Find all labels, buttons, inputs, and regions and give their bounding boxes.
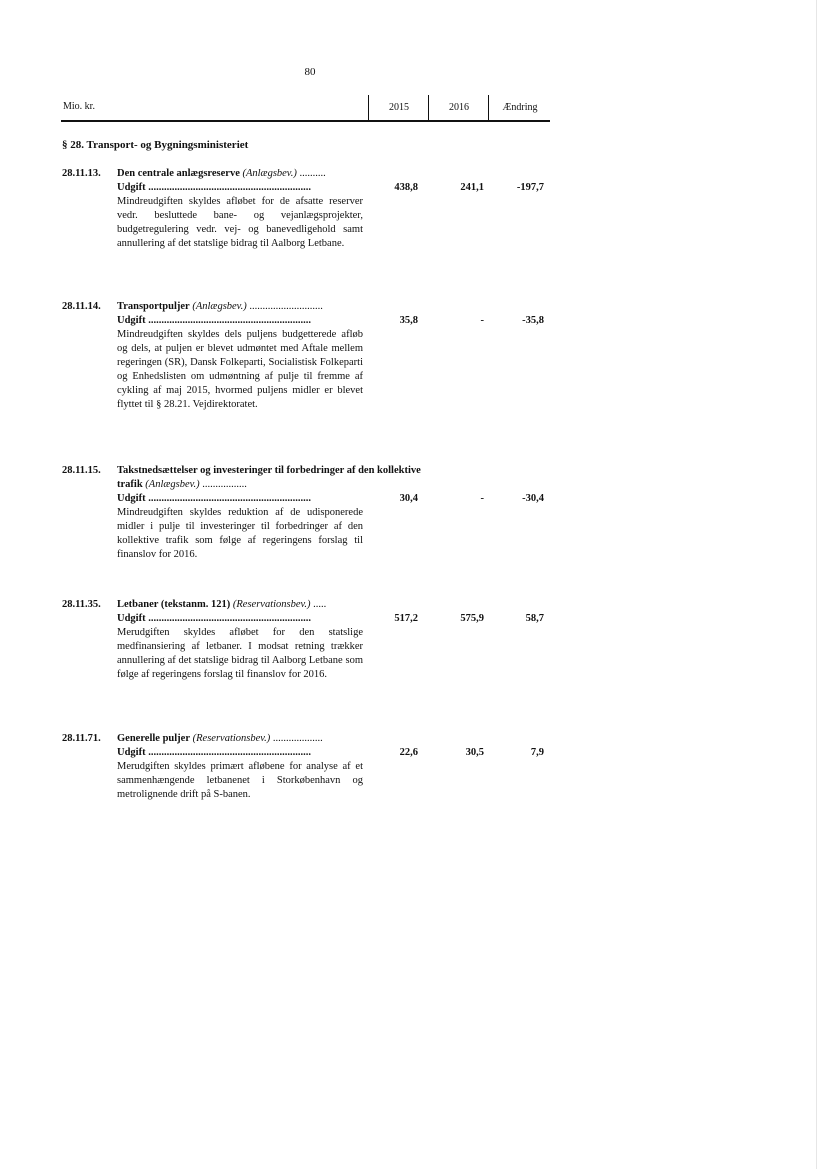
value-2015: 22,6 xyxy=(399,747,418,758)
entry-title-dots: ................... xyxy=(272,733,323,744)
value-2015: 30,4 xyxy=(399,493,418,504)
value-change: 7,9 xyxy=(530,747,544,758)
column-header-2016: 2016 xyxy=(428,95,489,120)
entry-title-italic: (Anlægsbev.) xyxy=(192,301,247,312)
entry-description: Mindreudgiften skyldes reduktion af de udisponerede midler i pulje til investeringer til forbedringer af den kollektive trafik som følge af regeringens forslag til finanslov for 2016. xyxy=(117,507,363,560)
entry-code: 28.11.14. xyxy=(62,301,101,312)
entry-title-italic: (Anlægsbev.) xyxy=(145,479,200,490)
value-change: -197,7 xyxy=(516,182,544,193)
entry-title xyxy=(117,300,427,314)
value-change: 58,7 xyxy=(525,613,544,624)
value-2016: - xyxy=(480,315,484,326)
entry-code: 28.11.35. xyxy=(62,599,101,610)
value-2016: 241,1 xyxy=(460,182,484,193)
entry-description: Merudgiften skyldes afløbet for den statslige medfinansiering af letbaner. I modsat retning trækker annullering af det statslige bidrag til Aalborg Letbane som følge af regeringens forslag til finanslov for 2016. xyxy=(117,627,363,680)
udgift-label: Udgift .............................................................. xyxy=(117,315,311,326)
entry-title-bold: Transportpuljer xyxy=(117,301,190,312)
value-change: -35,8 xyxy=(522,315,544,326)
entry-title xyxy=(117,598,427,612)
entry-description: Mindreudgiften skyldes afløbet for de afsatte reserver vedr. besluttede bane- og vejanlægsprojekter, budgetregulering vedr. vej- og banevedligehold samt annullering af det statslige bidrag til Aalborg Letbane. xyxy=(117,196,363,249)
entry-title-italic: (Reservationsbev.) xyxy=(192,733,271,744)
value-2016: 30,5 xyxy=(465,747,484,758)
entry-title-dots: ................. xyxy=(202,479,247,490)
entry-description: Mindreudgiften skyldes dels puljens budgetterede afløb og dels, at puljen er blevet udmøntet med Aftale mellem regeringen (SR), Dansk Folkeparti, Socialistisk Folkeparti og Enhedslisten om udmøntning af pulje til fremme af cykling af maj 2015, hvormed puljens midler er blevet flyttet til § 28.21. Vejdirektoratet. xyxy=(117,329,363,410)
value-2016: 575,9 xyxy=(460,613,484,624)
entry-code: 28.11.13. xyxy=(62,168,101,179)
entry-title xyxy=(117,732,427,746)
entry-title-dots: ..... xyxy=(313,599,327,610)
column-header-change: Ændring xyxy=(488,95,551,120)
entry-title-bold: Takstnedsættelser og investeringer til forbedringer af den kollektive trafik xyxy=(117,465,421,490)
section-title: § 28. Transport- og Bygningsministeriet xyxy=(62,139,249,151)
udgift-label: Udgift .............................................................. xyxy=(117,182,311,193)
entry-title-bold: Den centrale anlægsreserve xyxy=(117,168,240,179)
udgift-label: Udgift .............................................................. xyxy=(117,493,311,504)
udgift-label: Udgift .............................................................. xyxy=(117,747,311,758)
value-2015: 35,8 xyxy=(399,315,418,326)
entry-title-bold: Letbaner (tekstanm. 121) xyxy=(117,599,231,610)
value-change: -30,4 xyxy=(522,493,544,504)
value-2015: 517,2 xyxy=(394,613,418,624)
entry-title-italic: (Reservationsbev.) xyxy=(232,599,311,610)
entry-title-dots: .......... xyxy=(299,168,326,179)
page-edge-line xyxy=(816,0,817,1169)
udgift-label: Udgift .............................................................. xyxy=(117,613,311,624)
value-2015: 438,8 xyxy=(394,182,418,193)
entry-description: Merudgiften skyldes primært afløbene for analyse af et sammenhængende letbanenet i Storkøbenhavn og metrolignende drift på S-banen. xyxy=(117,761,363,800)
unit-label: Mio. kr. xyxy=(63,101,95,112)
page-number: 80 xyxy=(304,66,316,78)
entry-title xyxy=(117,167,427,181)
table-header xyxy=(61,95,550,122)
value-2016: - xyxy=(480,493,484,504)
entry-code: 28.11.15. xyxy=(62,465,101,476)
entry-title-bold: Generelle puljer xyxy=(117,733,190,744)
entry-title-italic: (Anlægsbev.) xyxy=(242,168,297,179)
column-header-2015: 2015 xyxy=(368,95,429,120)
entry-code: 28.11.71. xyxy=(62,733,101,744)
entry-title-dots: ............................ xyxy=(249,301,323,312)
entry-title xyxy=(117,464,427,492)
